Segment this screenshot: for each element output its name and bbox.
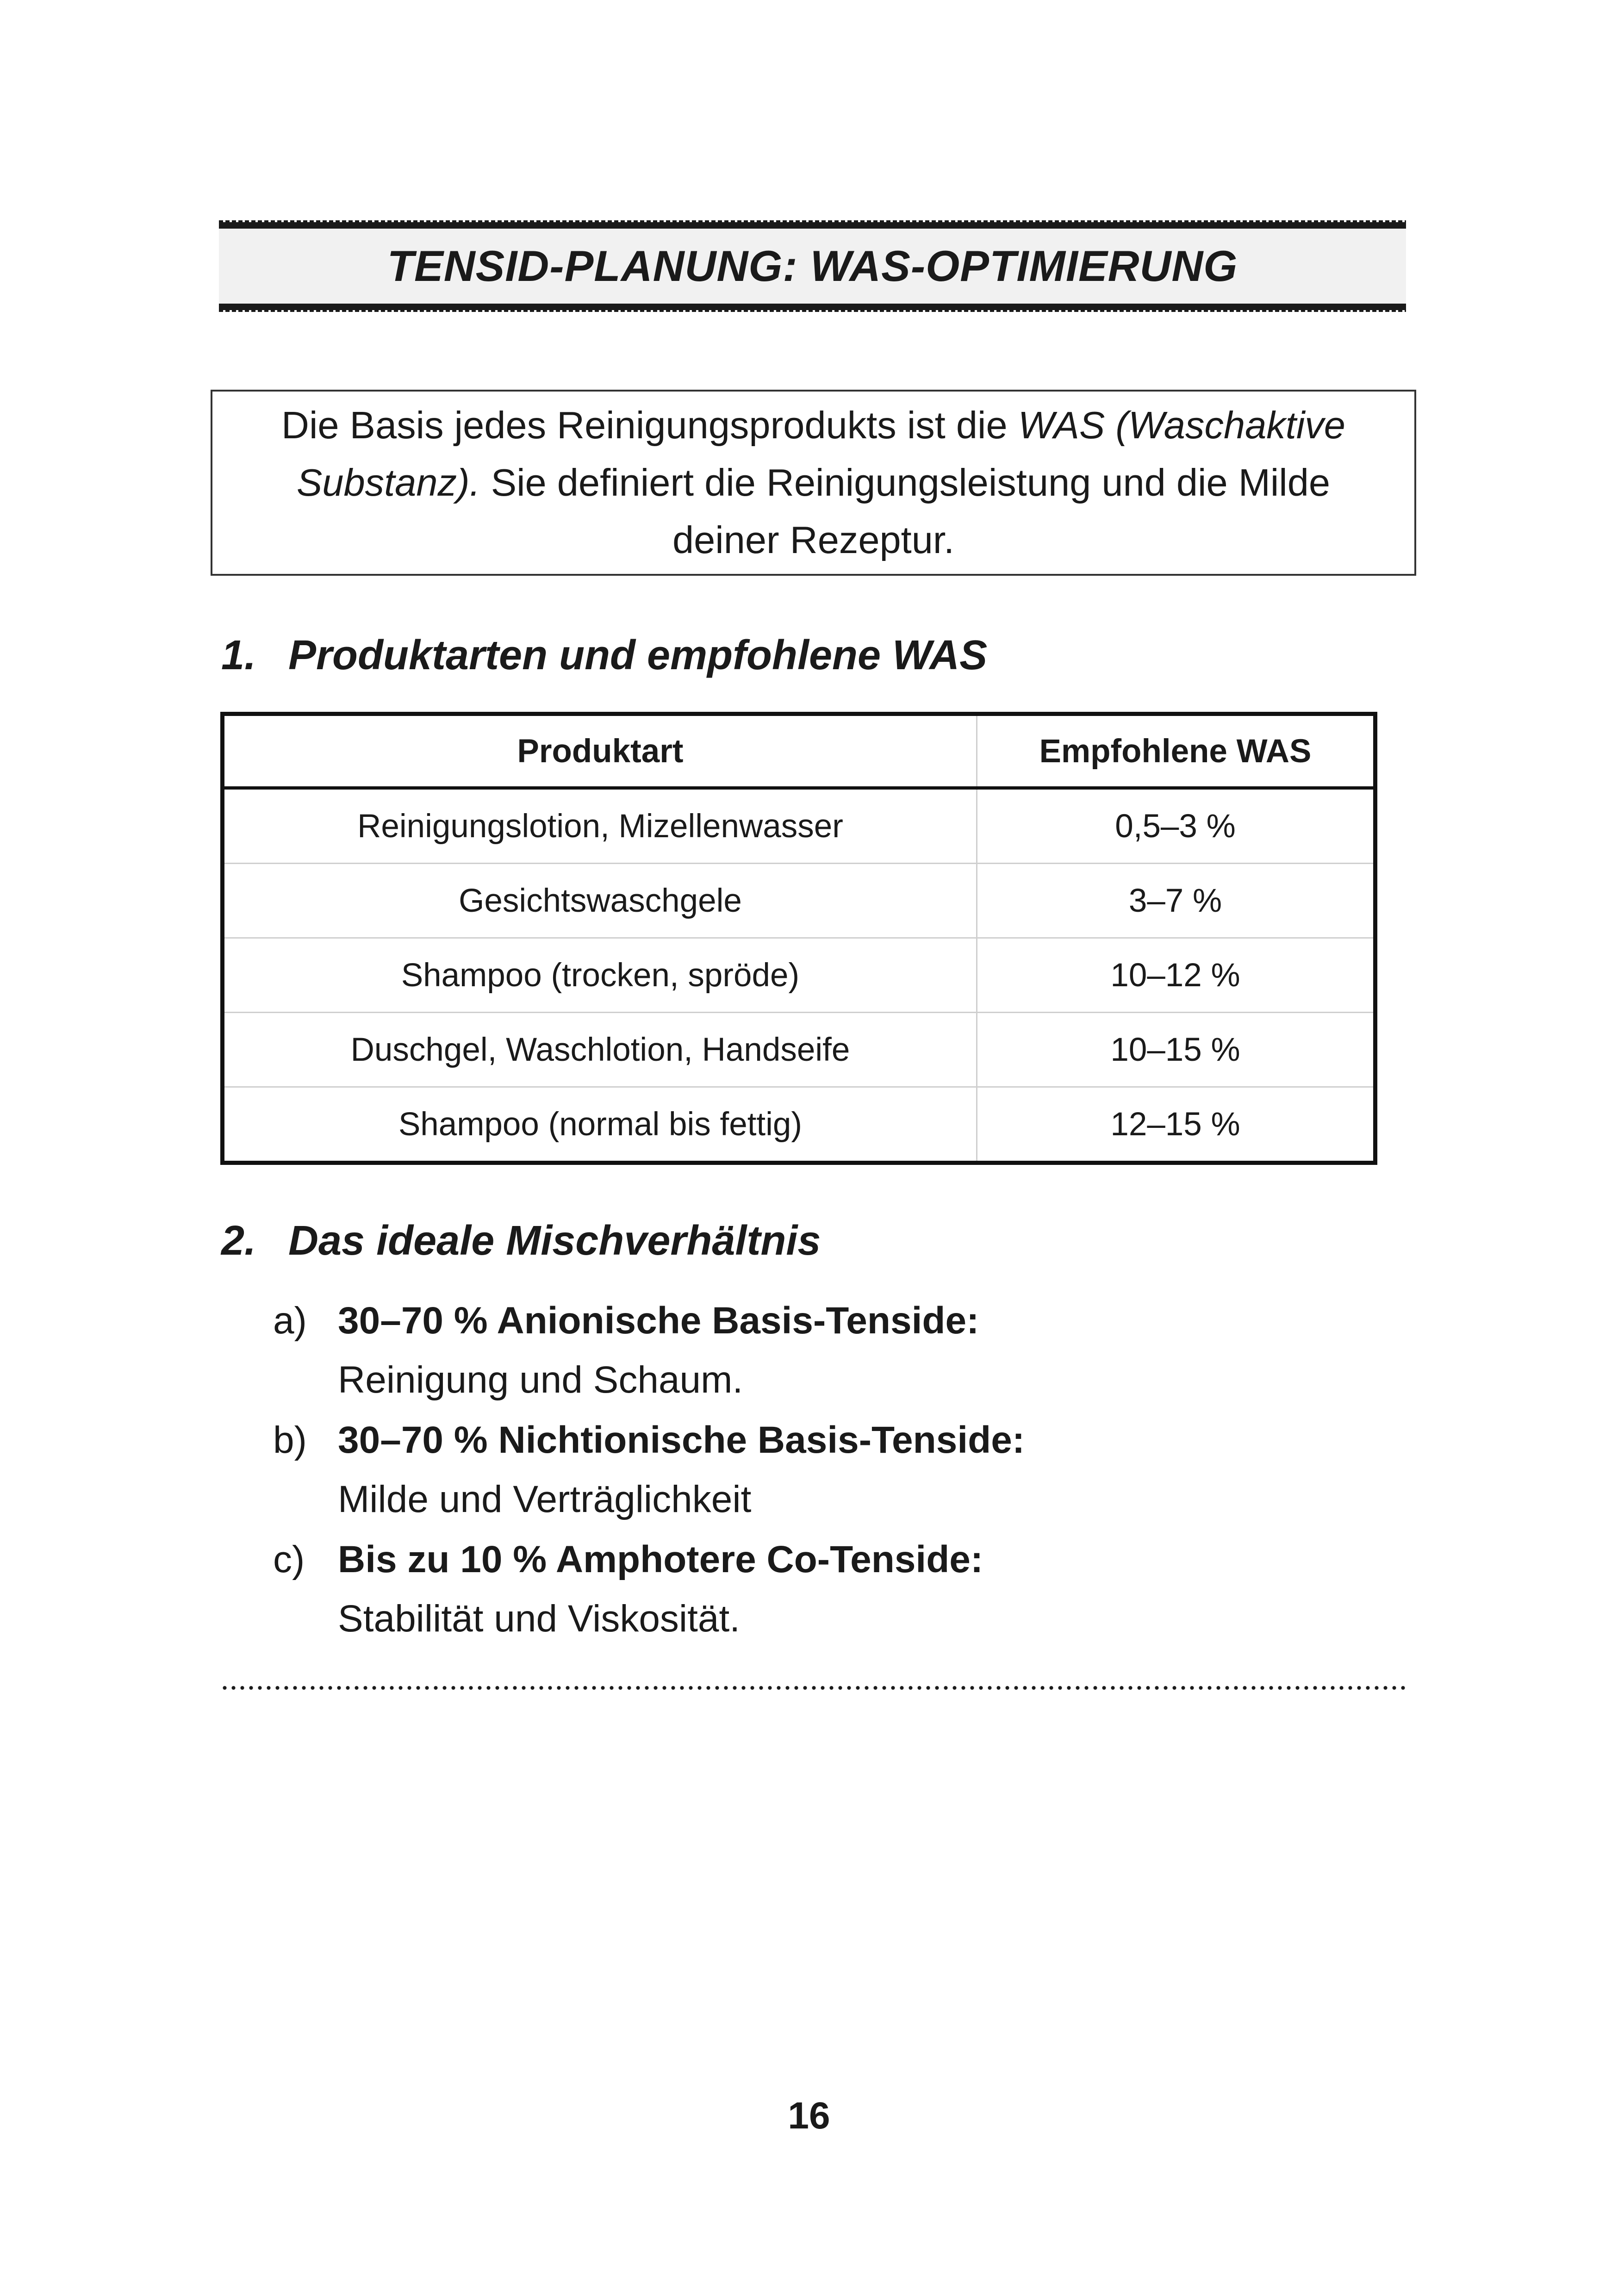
section-title: Produktarten und empfohlene WAS [288,632,988,678]
list-item [273,1530,1384,1589]
page-title: TENSID-PLANUNG: WAS-OPTIMIERUNG [387,242,1238,290]
page-number: 16 [788,2095,830,2137]
cell-produktart: Reinigungslotion, Mizellenwasser [223,788,977,864]
cell-produktart: Duschgel, Waschlotion, Handseife [223,1013,977,1087]
cell-produktart: Gesichtswaschgele [223,864,977,938]
section-title: Das ideale Mischverhältnis [288,1218,821,1264]
was-table [220,712,1377,1165]
cell-was: 12–15 % [1110,1106,1240,1143]
intro-part1: Die Basis jedes Reinigungsprodukts ist die [281,404,1018,447]
cell-was: 10–15 % [977,1013,1375,1087]
title-banner [219,222,1406,310]
list-heading: 30–70 % Nichtionische Basis-Tenside: [338,1419,1025,1461]
intro-text [258,397,1369,569]
list-letter: c) [273,1538,305,1580]
cell-produktart: Shampoo (trocken, spröde) [223,938,977,1013]
cell-was: 0,5–3 % [977,788,1375,864]
list-heading: Bis zu 10 % Amphotere Co-Tenside: [338,1538,983,1580]
table-header-row [223,714,1375,788]
section-heading-1 [221,632,987,679]
section-heading-2 [221,1217,821,1265]
intro-part3: Sie definiert die Reinigungsleistung und die Milde deiner Rezeptur. [480,461,1331,561]
header-produktart: Produktart [223,714,977,788]
cell-was: 10–12 % [977,938,1375,1013]
header-empfohlene-was: Empfohlene WAS [977,714,1375,788]
list-description: Reinigung und Schaum. [338,1359,743,1401]
list-letter: b) [273,1419,307,1461]
list-description: Stabilität und Viskosität. [338,1598,741,1640]
section-number: 2. [221,1218,256,1264]
table-row [223,938,1375,1013]
mix-list [273,1291,1384,1649]
intro-emphasis: WAS (Waschaktive Substanz). [296,404,1345,504]
list-letter: a) [273,1300,307,1342]
section-number: 1. [221,632,256,678]
dotted-divider [220,1686,1405,1690]
table-row [223,1087,1375,1163]
table-row [223,788,1375,864]
cell-produktart: Shampoo (normal bis fettig) [223,1087,977,1163]
list-item [273,1411,1384,1470]
list-item [273,1291,1384,1350]
table-row [223,864,1375,938]
intro-box [211,390,1416,576]
list-heading: 30–70 % Anionische Basis-Tenside: [338,1300,979,1342]
table-row [223,1013,1375,1087]
cell-was: 3–7 % [977,864,1375,938]
list-description: Milde und Verträglichkeit [338,1478,752,1520]
